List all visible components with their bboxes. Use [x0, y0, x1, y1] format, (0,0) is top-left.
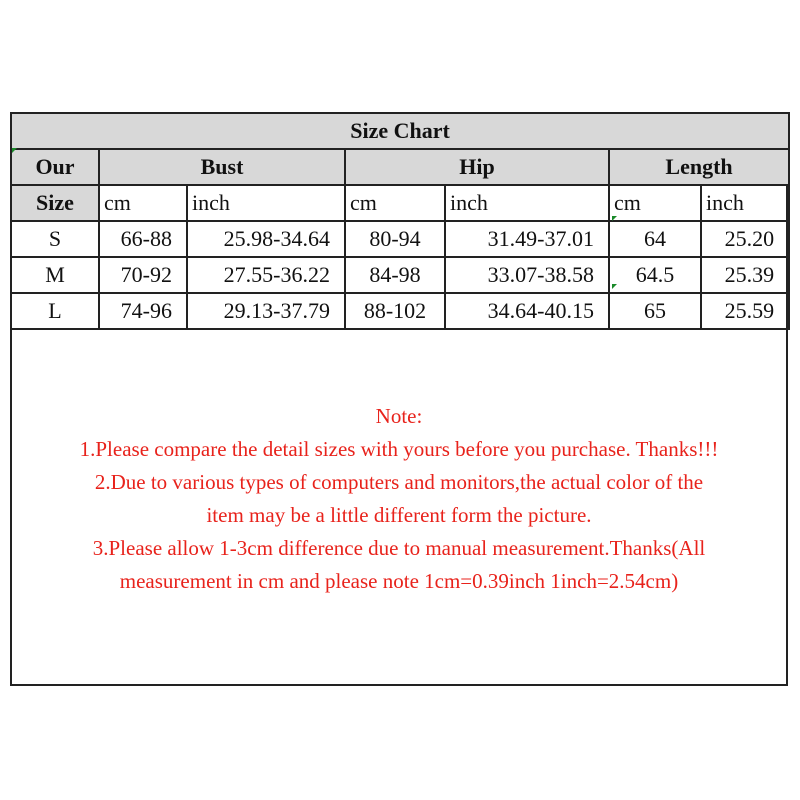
- notes-block: [12, 400, 786, 598]
- size-header-line2: Size: [11, 185, 99, 221]
- bust-cm-cell: 66-88: [99, 221, 187, 257]
- hip-header: Hip: [345, 149, 609, 185]
- bust-cm-cell: 70-92: [99, 257, 187, 293]
- table-row: [11, 257, 789, 293]
- note-line-1: 1.Please compare the detail sizes with yours before you purchase. Thanks!!!: [79, 437, 719, 461]
- hip-cm-unit: cm: [345, 185, 445, 221]
- length-cm-cell: 65: [609, 293, 701, 329]
- cell-corner-marker: [612, 216, 617, 221]
- length-header: Length: [609, 149, 789, 185]
- size-chart-table: [10, 112, 790, 330]
- hip-inch-cell: 31.49-37.01: [445, 221, 609, 257]
- length-inch-cell: 25.39: [701, 257, 789, 293]
- length-cm-cell: 64.5: [609, 257, 701, 293]
- hip-inch-unit: inch: [445, 185, 609, 221]
- header-group-row: [11, 149, 789, 185]
- note-line-3b: measurement in cm and please note 1cm=0.39inch 1inch=2.54cm): [119, 569, 679, 593]
- length-cm-cell: 64: [609, 221, 701, 257]
- size-cell: S: [11, 221, 99, 257]
- bust-inch-cell: 27.55-36.22: [187, 257, 345, 293]
- hip-inch-cell: 33.07-38.58: [445, 257, 609, 293]
- hip-inch-cell: 34.64-40.15: [445, 293, 609, 329]
- header-unit-row: [11, 185, 789, 221]
- bust-cm-unit: cm: [99, 185, 187, 221]
- bust-cm-cell: 74-96: [99, 293, 187, 329]
- size-cell: L: [11, 293, 99, 329]
- length-cm-unit: cm: [609, 185, 701, 221]
- chart-title: Size Chart: [11, 113, 789, 149]
- bust-inch-cell: 29.13-37.79: [187, 293, 345, 329]
- cell-corner-marker: [12, 148, 17, 153]
- title-row: [11, 113, 789, 149]
- note-heading: Note:: [375, 404, 423, 428]
- bust-header: Bust: [99, 149, 345, 185]
- table-row: [11, 293, 789, 329]
- hip-cm-cell: 84-98: [345, 257, 445, 293]
- hip-cm-cell: 80-94: [345, 221, 445, 257]
- note-line-2b: item may be a little different form the picture.: [206, 503, 592, 527]
- hip-cm-cell: 88-102: [345, 293, 445, 329]
- note-line-3a: 3.Please allow 1-3cm difference due to manual measurement.Thanks(All: [92, 536, 706, 560]
- size-cell: M: [11, 257, 99, 293]
- bust-inch-cell: 25.98-34.64: [187, 221, 345, 257]
- length-inch-unit: inch: [701, 185, 789, 221]
- length-inch-cell: 25.59: [701, 293, 789, 329]
- bust-inch-unit: inch: [187, 185, 345, 221]
- size-header-line1: Our: [11, 149, 99, 185]
- note-line-2a: 2.Due to various types of computers and monitors,the actual color of the: [94, 470, 704, 494]
- cell-corner-marker: [612, 284, 617, 289]
- table-row: [11, 221, 789, 257]
- length-inch-cell: 25.20: [701, 221, 789, 257]
